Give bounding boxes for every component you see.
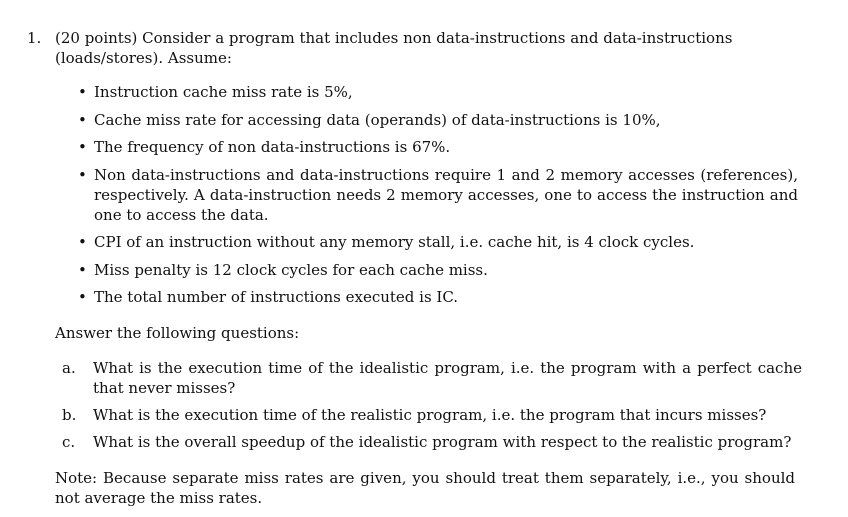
question-letter: a. bbox=[62, 359, 76, 377]
bullet-icon: • bbox=[78, 138, 87, 156]
question-letter: b. bbox=[62, 406, 77, 424]
assumption-text: Miss penalty is 12 clock cycles for each cache miss. bbox=[94, 260, 488, 279]
assumption-text: Cache miss rate for accessing data (operands) of data-instructions is 10%, bbox=[94, 110, 661, 129]
problem-intro: (20 points) Consider a program that includes non data-instructions and data-instructions (loads/stores). Assume: bbox=[55, 29, 733, 67]
questions-list bbox=[62, 358, 802, 459]
question-item bbox=[62, 405, 802, 425]
bullet-icon: • bbox=[78, 110, 87, 129]
assumption-item bbox=[78, 287, 798, 307]
assumption-text: The total number of instructions executed is IC. bbox=[94, 288, 459, 306]
question-text: What is the execution time of the idealistic program, i.e. the program with a perfect cache that never misses? bbox=[93, 359, 802, 397]
bullet-icon: • bbox=[78, 165, 87, 184]
assumptions-list bbox=[78, 82, 798, 315]
question-letter: c. bbox=[62, 433, 76, 451]
assumption-item bbox=[78, 260, 798, 280]
assumption-text: The frequency of non data-instructions is 67%. bbox=[94, 138, 451, 156]
problem-number: 1. bbox=[27, 29, 42, 47]
note-paragraph: Note: Because separate miss rates are given, you should treat them separately, i.e., you should not average the miss rates. bbox=[55, 469, 795, 507]
assumption-item bbox=[78, 232, 798, 252]
question-item bbox=[62, 358, 802, 398]
bullet-icon: • bbox=[78, 288, 87, 306]
bullet-icon: • bbox=[78, 233, 87, 251]
answer-prompt: Answer the following questions: bbox=[55, 324, 300, 342]
assumption-text: Non data-instructions and data-instructions require 1 and 2 memory accesses (references), respectively. A data-instruction needs 2 memory accesses, one to access the instruction and one to access the data. bbox=[94, 165, 798, 224]
question-text: What is the execution time of the realistic program, i.e. the program that incurs misses? bbox=[93, 406, 767, 424]
bullet-icon: • bbox=[78, 83, 87, 101]
assumption-item bbox=[78, 165, 798, 225]
assumption-text: CPI of an instruction without any memory stall, i.e. cache hit, is 4 clock cycles. bbox=[94, 233, 695, 251]
bullet-icon: • bbox=[78, 260, 87, 279]
assumption-text: Instruction cache miss rate is 5%, bbox=[94, 83, 353, 101]
assumption-item bbox=[78, 110, 798, 130]
question-text: What is the overall speedup of the idealistic program with respect to the realistic program? bbox=[93, 433, 792, 451]
assumption-item bbox=[78, 137, 798, 157]
assumption-item bbox=[78, 82, 798, 102]
question-item bbox=[62, 432, 802, 452]
